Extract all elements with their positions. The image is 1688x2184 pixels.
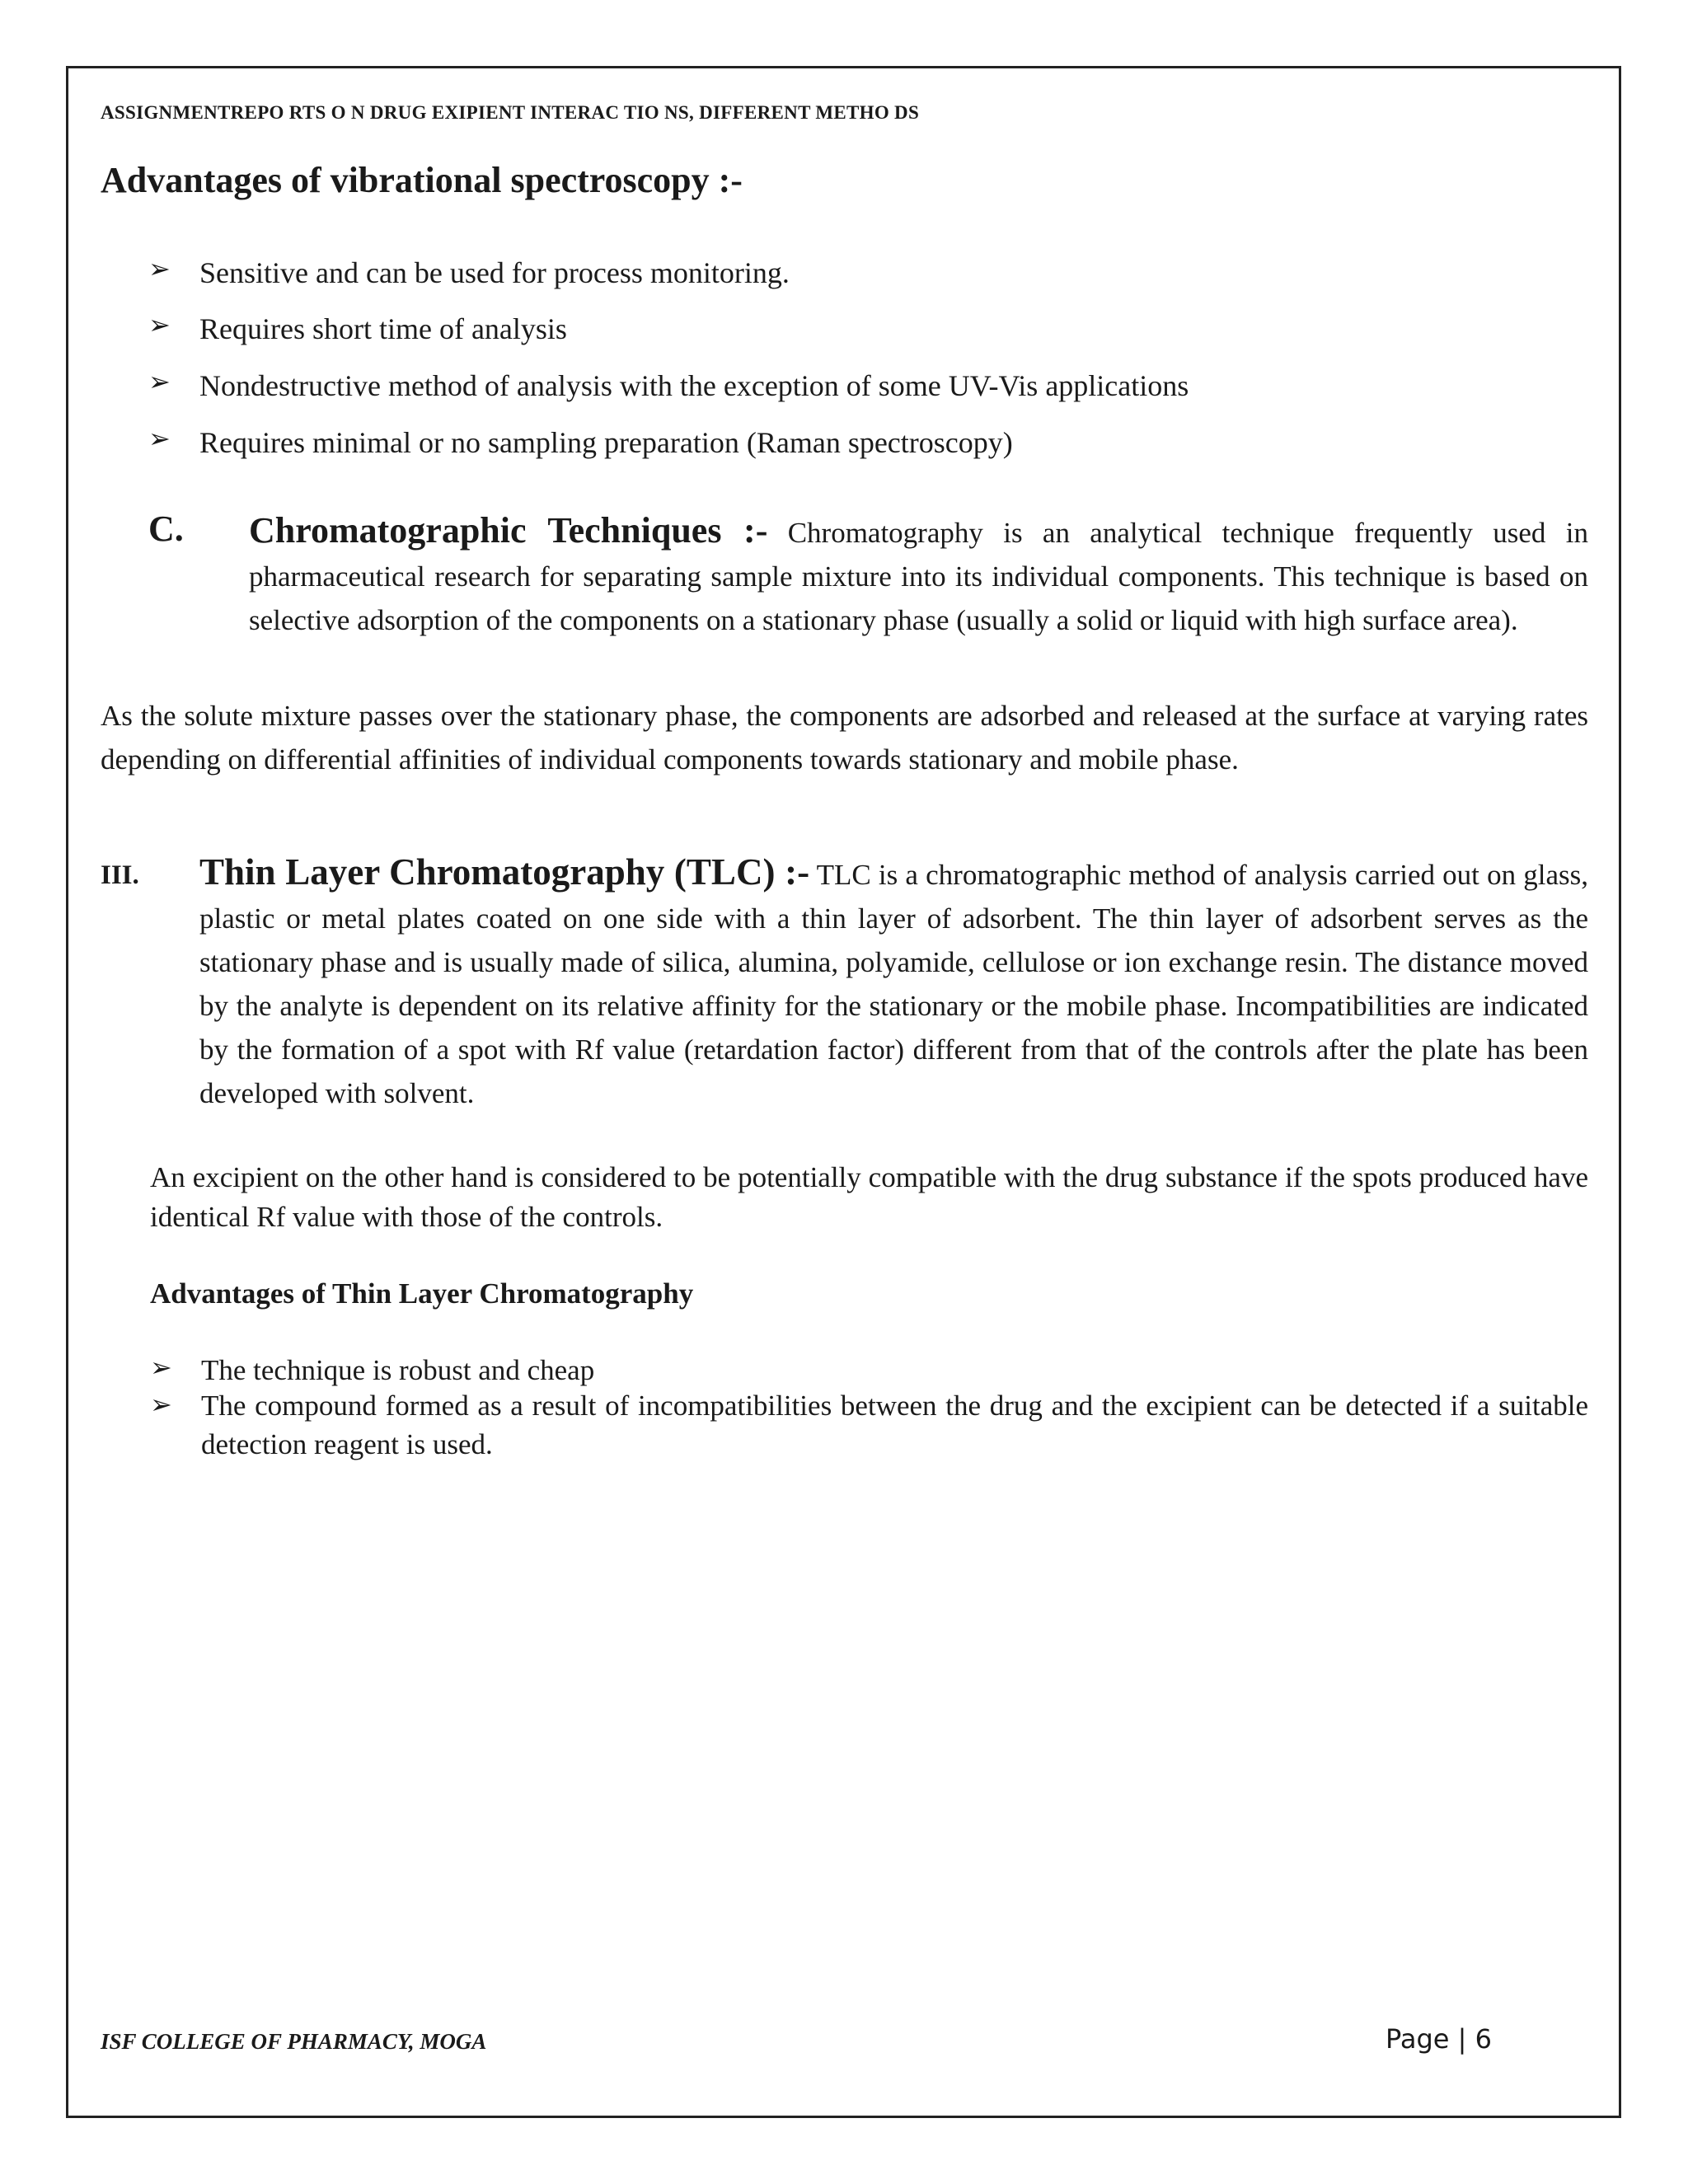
arrow-bullet-icon: ➢	[148, 424, 171, 453]
running-header: ASSIGNMENTREPO RTS O N DRUG EXIPIENT INTERAC TIO NS, DIFFERENT METHO DS	[101, 102, 920, 123]
section-c-continuation: As the solute mixture passes over the stationary phase, the components are adsorbed and released at the surface at varying rates depending on differential affinities of individual components towards stationary and mobile phase.	[101, 700, 1588, 776]
list-item-text: Nondestructive method of analysis with the exception of some UV-Vis applications	[199, 369, 1189, 402]
arrow-bullet-icon: ➢	[150, 1390, 172, 1419]
section-c-paragraph	[249, 509, 1588, 642]
vibrational-advantages-heading: Advantages of vibrational spectroscopy :-	[101, 160, 743, 200]
page-number: Page | 6	[1386, 2023, 1492, 2055]
arrow-bullet-icon: ➢	[148, 367, 171, 396]
list-item-text: Sensitive and can be used for process monitoring.	[199, 256, 790, 289]
section-c-label: C.	[148, 509, 184, 549]
compatibility-paragraph: An excipient on the other hand is considered to be potentially compatible with the drug substance if the spots produced have identical Rf value with those of the controls.	[150, 1161, 1588, 1233]
list-item-text: Requires minimal or no sampling preparation (Raman spectroscopy)	[199, 426, 1013, 459]
section-iii-title: Thin Layer Chromatography (TLC) :-	[199, 851, 810, 893]
footer-institution: ISF COLLEGE OF PHARMACY, MOGA	[101, 2029, 487, 2054]
section-iii-text: TLC is a chromatographic method of analysis carried out on glass, plastic or metal plates coated on one side with a thin layer of adsorbent. The thin layer of adsorbent serves as the stationary phase and is usually made of silica, alumina, polyamide, cellulose or ion exchange resin. The distance moved by the analyte is dependent on its relative affinity for the stationary or the mobile phase. Incompatibilities are indicated by the formation of a spot with Rf value (retardation factor) different from that of the controls after the plate has been developed with solvent.	[199, 859, 1588, 1109]
section-iii-label: III.	[101, 860, 139, 890]
arrow-bullet-icon: ➢	[148, 310, 171, 340]
section-c-title: Chromatographic Techniques :-	[249, 510, 768, 551]
arrow-bullet-icon: ➢	[148, 254, 171, 284]
tlc-advantages-heading: Advantages of Thin Layer Chromatography	[150, 1277, 694, 1310]
list-item-text: Requires short time of analysis	[199, 312, 567, 345]
section-iii-paragraph	[199, 851, 1588, 1115]
arrow-bullet-icon: ➢	[150, 1352, 172, 1382]
list-item-text: The technique is robust and cheap	[201, 1354, 595, 1386]
section-c-text: Chromatography is an analytical technique frequently used in pharmaceutical research for separating sample mixture into its individual components. This technique is based on selective adsorption of the components on a stationary phase (usually a solid or liquid with high surface area).	[249, 517, 1588, 636]
list-item-text: The compound formed as a result of incompatibilities between the drug and the excipient can be detected if a suitable detection reagent is used.	[201, 1390, 1588, 1460]
